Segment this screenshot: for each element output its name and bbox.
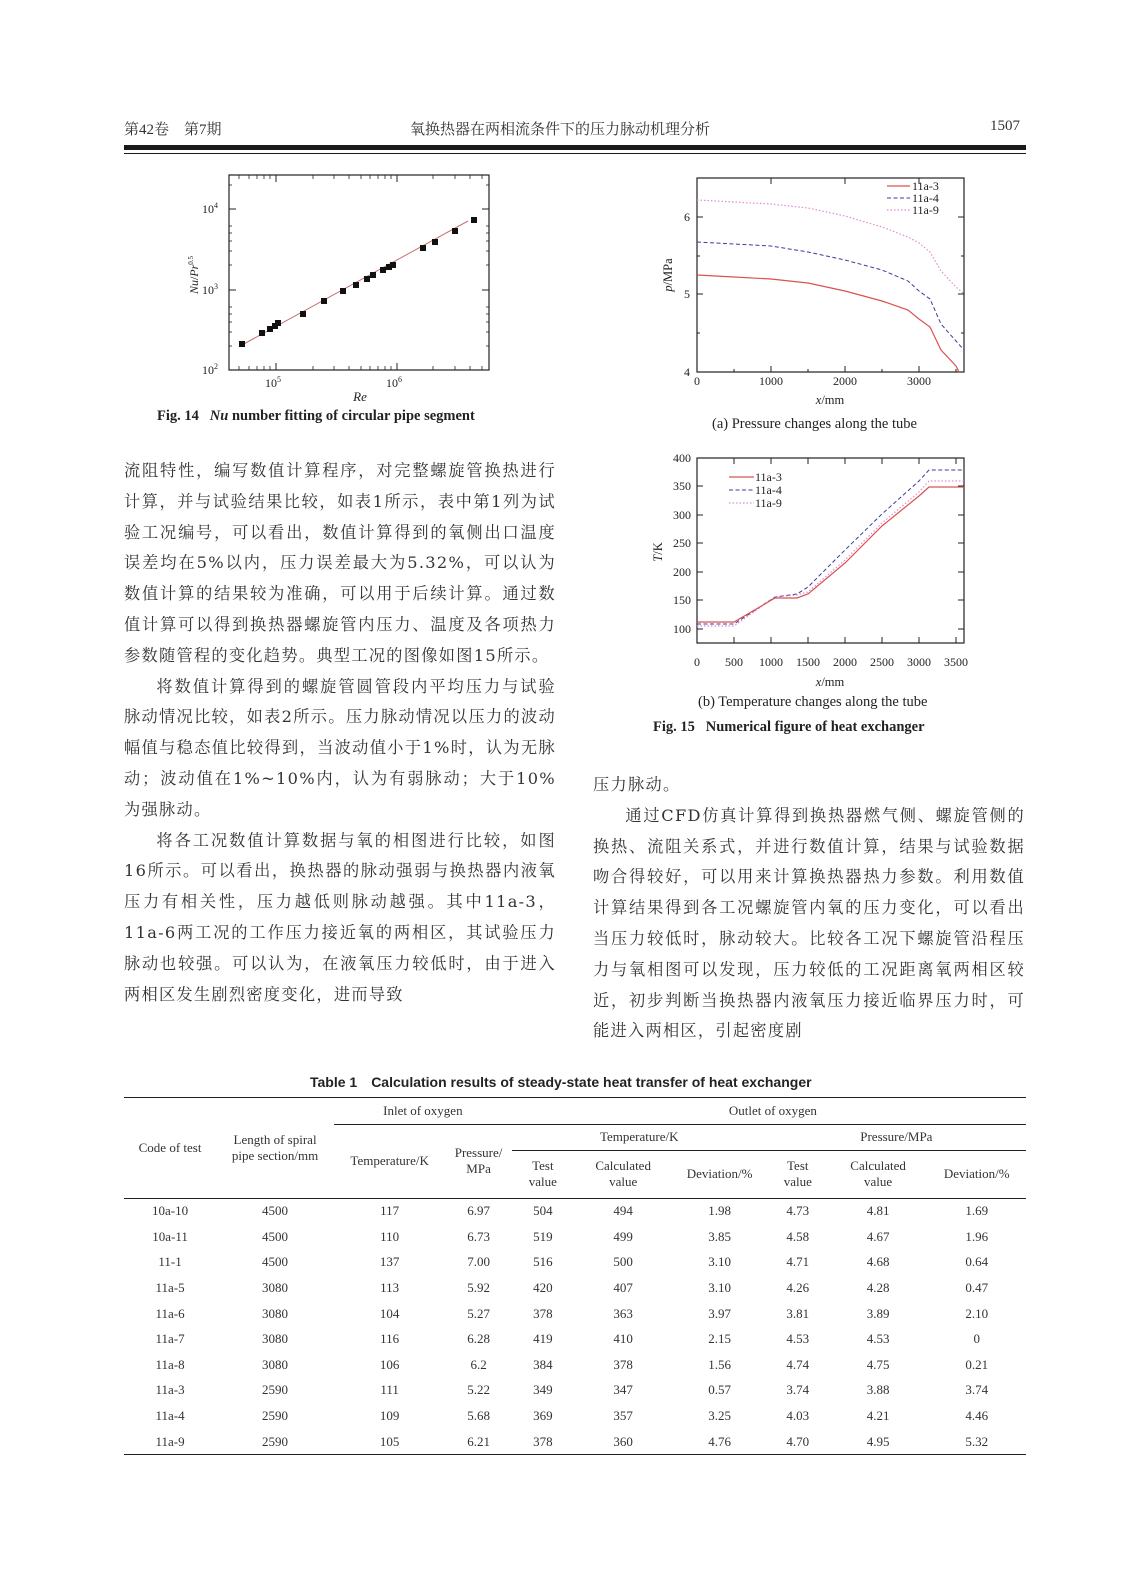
svg-text:x/mm: x/mm: [815, 675, 845, 689]
table-cell: 4.74: [786, 1356, 810, 1372]
svg-text:6: 6: [684, 210, 690, 224]
table-cell: 349: [533, 1382, 553, 1398]
table-cell: 4.26: [786, 1280, 810, 1296]
table-cell: 0.64: [965, 1254, 989, 1270]
svg-text:300: 300: [673, 508, 691, 522]
col-header-code: Code of test: [138, 1139, 202, 1155]
table-cell: 4.73: [786, 1203, 810, 1219]
svg-text:5: 5: [684, 287, 690, 301]
running-title: 氧换热器在两相流条件下的压力脉动机理分析: [410, 122, 711, 138]
table-row: [124, 1403, 1026, 1429]
table-cell: 110: [380, 1228, 400, 1244]
table-cell: 2590: [262, 1433, 289, 1449]
col-header-deviation: Deviation/%: [943, 1166, 1010, 1181]
svg-text:1000: 1000: [759, 655, 783, 669]
table-cell: 4500: [262, 1203, 289, 1219]
svg-text:11a-3: 11a-3: [912, 179, 939, 193]
table-cell: 3.89: [866, 1305, 890, 1321]
table-cell: 3.88: [866, 1382, 890, 1398]
page-number: 1507: [990, 118, 1020, 134]
svg-text:250: 250: [673, 536, 691, 550]
table-cell: 6.28: [467, 1331, 490, 1347]
svg-text:500: 500: [725, 655, 743, 669]
svg-text:0: 0: [694, 374, 700, 388]
svg-text:3000: 3000: [907, 374, 931, 388]
journal-volume-issue: 第42卷 第7期: [124, 122, 222, 138]
table-cell: 4.71: [786, 1254, 810, 1270]
table-cell: 11-1: [158, 1254, 182, 1270]
table-cell: 5.92: [467, 1280, 490, 1296]
table-cell: 4.76: [708, 1433, 731, 1449]
table-cell: 4.68: [866, 1254, 890, 1270]
table-cell: 4.75: [866, 1356, 890, 1372]
paragraph: 将各工况数值计算数据与氧的相图进行比较，如图16所示。可以看出，换热器的脉动强弱与换热器内液氧压力有相关性，压力越低则脉动越强。其中11a-3，11a-6两工况的工作压力接近氧的两相区，其试验压力脉动也较强。可以认为，在液氧压力较低时，由于进入两相区发生剧烈密度变化，进而导致: [124, 830, 556, 1004]
svg-text:103: $10^3$: [202, 282, 218, 297]
table-cell: 104: [379, 1305, 400, 1321]
table-cell: 3.97: [708, 1305, 731, 1321]
table-cell: 137: [379, 1254, 400, 1270]
table-cell: 378: [533, 1305, 553, 1321]
subgroup-header-outlet-pressure: Pressure/MPa: [767, 1124, 1026, 1150]
svg-text:11a-4: 11a-4: [912, 191, 939, 205]
table1: [124, 1097, 1026, 1455]
right-column-text: [593, 770, 1025, 1047]
table-cell: 1.69: [965, 1203, 989, 1219]
svg-text:Nu/Pr0.5: $Nu/Pr^{0.5}$: [187, 255, 201, 295]
svg-text:3000: 3000: [907, 655, 931, 669]
table-cell: 2590: [262, 1408, 289, 1424]
table-cell: 500: [613, 1254, 633, 1270]
svg-text:350: 350: [673, 479, 691, 493]
table-cell: 4.81: [866, 1203, 890, 1219]
table-cell: 4.70: [786, 1433, 810, 1449]
col-header-length: Length of spiral pipe section/mm: [231, 1131, 319, 1163]
table-cell: 420: [533, 1280, 553, 1296]
svg-text:2000: 2000: [833, 655, 857, 669]
table-cell: 5.22: [467, 1382, 490, 1398]
subgroup-header-outlet-temp: Temperature/K: [512, 1124, 767, 1150]
table-cell: 4500: [262, 1228, 289, 1244]
table-cell: 1.96: [965, 1228, 989, 1244]
table-cell: 1.56: [708, 1356, 731, 1372]
table-cell: 4.53: [786, 1331, 810, 1347]
table-cell: 11a-9: [155, 1433, 185, 1449]
svg-text:105: $10^5$: [265, 375, 281, 390]
table-cell: 6.2: [470, 1356, 487, 1372]
header-rule-thick: [124, 145, 1026, 150]
group-header-inlet: Inlet of oxygen: [334, 1098, 512, 1124]
fig14-plot: [180, 165, 520, 405]
table-cell: 378: [533, 1433, 553, 1449]
table-cell: 6.97: [467, 1203, 490, 1219]
figure-14-chart: [180, 165, 520, 405]
table-cell: 384: [533, 1356, 553, 1372]
table-cell: 11a-8: [155, 1356, 185, 1372]
table-cell: 109: [379, 1408, 400, 1424]
svg-text:1000: 1000: [759, 374, 783, 388]
table-cell: 3.85: [708, 1228, 731, 1244]
svg-text:1500: 1500: [796, 655, 820, 669]
fig15-caption: Fig. 15 Numerical figure of heat exchanger: [653, 719, 925, 735]
table-cell: 4.58: [786, 1228, 810, 1244]
table-cell: 378: [613, 1356, 633, 1372]
svg-text:T/K: T/K: [651, 542, 665, 562]
svg-text:11a-4: 11a-4: [755, 483, 782, 497]
table-row: [124, 1326, 1026, 1352]
table-cell: 6.73: [467, 1228, 490, 1244]
svg-text:200: 200: [673, 565, 691, 579]
table-cell: 2.10: [965, 1305, 989, 1321]
table-cell: 3.74: [965, 1382, 989, 1398]
table-cell: 0.21: [965, 1356, 989, 1372]
table-row: [124, 1301, 1026, 1327]
table-row: [124, 1378, 1026, 1404]
table-cell: 11a-3: [155, 1382, 185, 1398]
fig15b-caption: (b) Temperature changes along the tube: [698, 694, 928, 710]
table-cell: 4.03: [786, 1408, 810, 1424]
table-cell: 0: [973, 1331, 980, 1347]
svg-text:102: $10^2$: [202, 362, 218, 377]
table-cell: 117: [380, 1203, 400, 1219]
table-cell: 113: [380, 1280, 400, 1296]
figure-15b-chart: [650, 448, 980, 693]
table-cell: 3080: [262, 1331, 289, 1347]
svg-text:x/mm: x/mm: [815, 393, 845, 407]
table-cell: 10a-11: [152, 1228, 188, 1244]
table-cell: 3080: [262, 1356, 289, 1372]
svg-text:3500: 3500: [944, 655, 968, 669]
table-cell: 504: [533, 1203, 553, 1219]
table-row: [124, 1352, 1026, 1378]
table-cell: 0.57: [708, 1382, 731, 1398]
svg-text:400: 400: [673, 451, 691, 465]
table-cell: 3.10: [708, 1254, 731, 1270]
svg-text:11a-9: 11a-9: [755, 496, 782, 510]
table-cell: 3.10: [708, 1280, 731, 1296]
paragraph: 将数值计算得到的螺旋管圆管段内平均压力与试验脉动情况比较，如表2所示。压力脉动情况以压力的波动幅值与稳态值比较得到，当波动值小于1%时，认为无脉动；波动值在1%~10%内，认为有弱脉动；大于10%为强脉动。: [124, 676, 556, 819]
table-cell: 11a-5: [155, 1280, 185, 1296]
group-header-outlet: Outlet of oxygen: [512, 1098, 1026, 1124]
svg-text:104: $10^4$: [202, 201, 218, 216]
col-header-test-value: Test value: [783, 1158, 812, 1189]
table-cell: 116: [380, 1331, 400, 1347]
col-header-inlet-pressure: Pressure/ MPa: [454, 1145, 503, 1176]
paragraph: 流阻特性，编写数值计算程序，对完整螺旋管换热进行计算，并与试验结果比较，如表1所示，表中第1列为试验工况编号，可以看出，数值计算得到的氧侧出口温度误差均在5%以内，压力误差最大为5.32%，可以认为数值计算的结果较为准确，可以用于后续计算。通过数值计算可以得到换热器螺旋管内压力、温度及各项热力参数随管程的变化趋势。典型工况的图像如图15所示。: [124, 461, 556, 665]
table-cell: 1.98: [708, 1203, 731, 1219]
svg-text:11a-9: 11a-9: [912, 203, 939, 217]
svg-text:Re: Re: [353, 389, 367, 404]
table-row: [124, 1429, 1026, 1455]
table-cell: 516: [533, 1254, 553, 1270]
table-cell: 363: [613, 1305, 633, 1321]
table-cell: 494: [613, 1203, 633, 1219]
table-cell: 11a-6: [155, 1305, 185, 1321]
table-cell: 4.95: [866, 1433, 890, 1449]
table-cell: 5.27: [467, 1305, 490, 1321]
svg-text:106: $10^6$: [386, 375, 402, 390]
table-cell: 0.47: [965, 1280, 989, 1296]
table-cell: 106: [379, 1356, 400, 1372]
table-cell: 4.67: [866, 1228, 890, 1244]
figure-15a-chart: [650, 170, 980, 410]
table-cell: 3.74: [786, 1382, 810, 1398]
table-cell: 105: [379, 1433, 400, 1449]
table-cell: 5.32: [965, 1433, 989, 1449]
table-cell: 7.00: [467, 1254, 490, 1270]
table-row: [124, 1275, 1026, 1301]
svg-text:11a-3: 11a-3: [755, 470, 782, 484]
svg-text:100: 100: [673, 622, 691, 636]
table-cell: 347: [613, 1382, 633, 1398]
table-cell: 4.21: [866, 1408, 890, 1424]
table-cell: 3080: [262, 1305, 289, 1321]
col-header-deviation: Deviation/%: [686, 1166, 753, 1181]
table-row: [124, 1224, 1026, 1250]
table-cell: 6.21: [467, 1433, 490, 1449]
col-header-calculated-value: Calculated value: [595, 1158, 651, 1189]
svg-text:2000: 2000: [833, 374, 857, 388]
table-cell: 519: [533, 1228, 553, 1244]
table-cell: 4.53: [866, 1331, 890, 1347]
table-cell: 3.81: [786, 1305, 810, 1321]
svg-text:2500: 2500: [870, 655, 894, 669]
table-cell: 419: [533, 1331, 553, 1347]
table-cell: 4.46: [965, 1408, 989, 1424]
table-cell: 3080: [262, 1280, 289, 1296]
col-header-inlet-temp: Temperature/K: [350, 1153, 429, 1168]
table1-title: Table 1 Calculation results of steady-state heat transfer of heat exchanger: [310, 1074, 812, 1090]
svg-text:p/MPa: p/MPa: [661, 258, 675, 292]
paragraph: 压力脉动。: [593, 775, 681, 794]
table-cell: 407: [613, 1280, 633, 1296]
table-cell: 2.15: [708, 1331, 731, 1347]
paragraph: 通过CFD仿真计算得到换热器燃气侧、螺旋管侧的换热、流阻关系式，并进行数值计算，结果与试验数据吻合得较好，可以用来计算换热器热力参数。利用数值计算结果得到各工况螺旋管内氧的压力变化，可以看出当压力较低时，脉动较大。比较各工况下螺旋管沿程压力与氧相图可以发现，压力较低的工况距离氧两相区较近，初步判断当换热器内液氧压力接近临界压力时，可能进入两相区，引起密度剧: [593, 805, 1025, 1041]
header-rule-thin: [124, 153, 1026, 154]
table-row: [124, 1199, 1026, 1225]
col-header-calculated-value: Calculated value: [850, 1158, 906, 1189]
col-header-test-value: Test value: [528, 1158, 557, 1189]
left-column-text: [124, 456, 556, 1010]
table-cell: 369: [533, 1408, 553, 1424]
fig14-caption: Fig. 14 Nu number fitting of circular pipe segment: [157, 408, 475, 424]
svg-text:4: 4: [684, 365, 690, 379]
table-cell: 111: [380, 1382, 399, 1398]
table-cell: 499: [613, 1228, 633, 1244]
table-row: [124, 1250, 1026, 1276]
table-cell: 4500: [262, 1254, 289, 1270]
table-cell: 3.25: [708, 1408, 731, 1424]
svg-text:150: 150: [673, 593, 691, 607]
fig15a-caption: (a) Pressure changes along the tube: [712, 416, 917, 432]
table-cell: 4.28: [866, 1280, 890, 1296]
table-cell: 5.68: [467, 1408, 490, 1424]
table-cell: 360: [613, 1433, 633, 1449]
svg-text:0: 0: [694, 655, 700, 669]
table-cell: 357: [613, 1408, 633, 1424]
table-cell: 11a-4: [155, 1408, 185, 1424]
table-cell: 2590: [262, 1382, 289, 1398]
table-cell: 10a-10: [152, 1203, 189, 1219]
table-cell: 410: [613, 1331, 633, 1347]
table-cell: 11a-7: [155, 1331, 185, 1347]
